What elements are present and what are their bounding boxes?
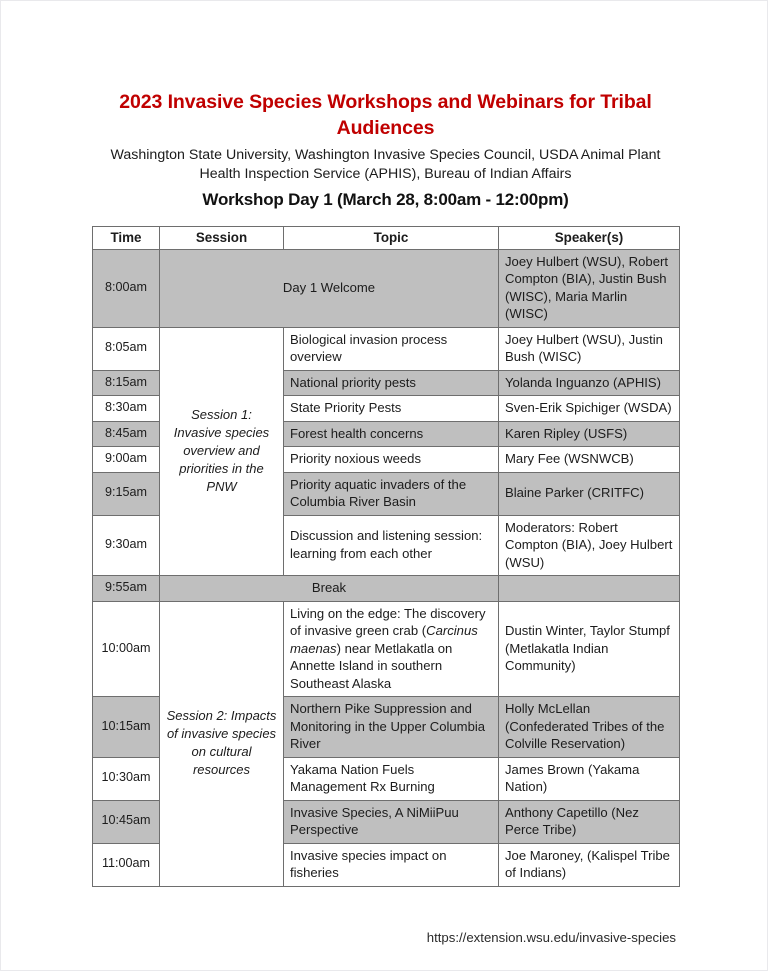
cell-topic: Yakama Nation Fuels Management Rx Burning — [284, 757, 499, 800]
cell-speakers: James Brown (Yakama Nation) — [499, 757, 680, 800]
cell-speakers: Karen Ripley (USFS) — [499, 421, 680, 447]
cell-time: 8:05am — [93, 327, 160, 370]
document-body — [92, 1, 679, 887]
column-header-time: Time — [93, 227, 160, 250]
cell-time: 9:00am — [93, 447, 160, 473]
cell-topic: Northern Pike Suppression and Monitoring in the Upper Columbia River — [284, 697, 499, 758]
table-row — [93, 601, 680, 697]
cell-time: 8:15am — [93, 370, 160, 396]
cell-speakers: Dustin Winter, Taylor Stumpf (Metlakatla Indian Community) — [499, 601, 680, 697]
cell-topic: Invasive species impact on fisheries — [284, 843, 499, 886]
cell-speakers: Joe Maroney, (Kalispel Tribe of Indians) — [499, 843, 680, 886]
cell-topic: Forest health concerns — [284, 421, 499, 447]
cell-speakers: Holly McLellan (Confederated Tribes of the Colville Reservation) — [499, 697, 680, 758]
cell-topic: Biological invasion process overview — [284, 327, 499, 370]
cell-topic — [284, 601, 499, 697]
cell-topic: National priority pests — [284, 370, 499, 396]
table-row — [93, 327, 680, 370]
schedule-table — [92, 226, 680, 887]
cell-time: 10:45am — [93, 800, 160, 843]
cell-topic: Discussion and listening session: learning from each other — [284, 515, 499, 576]
topic-scientific-name: Carcinus maenas — [290, 623, 478, 656]
cell-speakers: Moderators: Robert Compton (BIA), Joey Hulbert (WSU) — [499, 515, 680, 576]
topic-text-post: ) near Metlakatla on Annette Island in southern Southeast Alaska — [290, 640, 453, 691]
cell-speakers — [499, 576, 680, 602]
cell-time: 9:55am — [93, 576, 160, 602]
cell-time: 10:15am — [93, 697, 160, 758]
cell-topic: Priority aquatic invaders of the Columbia River Basin — [284, 472, 499, 515]
table-row — [93, 249, 680, 327]
cell-time: 10:00am — [93, 601, 160, 697]
cell-time: 8:30am — [93, 396, 160, 422]
cell-speakers: Blaine Parker (CRITFC) — [499, 472, 680, 515]
page-title: 2023 Invasive Species Workshops and Webinars for Tribal Audiences — [119, 91, 652, 139]
cell-topic: Invasive Species, A NiMiiPuu Perspective — [284, 800, 499, 843]
cell-topic: Day 1 Welcome — [160, 249, 499, 327]
cell-speakers: Anthony Capetillo (Nez Perce Tribe) — [499, 800, 680, 843]
column-header-speakers: Speaker(s) — [499, 227, 680, 250]
cell-session-1: Session 1: Invasive species overview and priorities in the PNW — [160, 327, 284, 576]
cell-speakers: Sven-Erik Spichiger (WSDA) — [499, 396, 680, 422]
cell-speakers: Yolanda Inguanzo (APHIS) — [499, 370, 680, 396]
column-header-session: Session — [160, 227, 284, 250]
day-title: Workshop Day 1 (March 28, 8:00am - 12:00pm) — [202, 190, 569, 209]
cell-topic: State Priority Pests — [284, 396, 499, 422]
table-row-break — [93, 576, 680, 602]
cell-speakers: Joey Hulbert (WSU), Robert Compton (BIA), Justin Bush (WISC), Maria Marlin (WISC) — [499, 249, 680, 327]
cell-time: 9:30am — [93, 515, 160, 576]
cell-speakers: Mary Fee (WSNWCB) — [499, 447, 680, 473]
topic-text-pre: Living on the edge: The discovery of invasive green crab ( — [290, 605, 486, 638]
cell-session-2: Session 2: Impacts of invasive species on cultural resources — [160, 601, 284, 886]
footer-url[interactable]: https://extension.wsu.edu/invasive-species — [426, 930, 676, 945]
cell-topic: Priority noxious weeds — [284, 447, 499, 473]
cell-time: 8:00am — [93, 249, 160, 327]
cell-topic: Break — [160, 576, 499, 602]
cell-time: 8:45am — [93, 421, 160, 447]
cell-time: 9:15am — [93, 472, 160, 515]
cell-time: 10:30am — [93, 757, 160, 800]
cell-time: 11:00am — [93, 843, 160, 886]
table-header-row — [93, 227, 680, 250]
cell-speakers: Joey Hulbert (WSU), Justin Bush (WISC) — [499, 327, 680, 370]
column-header-topic: Topic — [284, 227, 499, 250]
organizations-line: Washington State University, Washington Invasive Species Council, USDA Animal Plant Health Inspection Service (APHIS), Bureau of Indian Affairs — [110, 147, 661, 182]
